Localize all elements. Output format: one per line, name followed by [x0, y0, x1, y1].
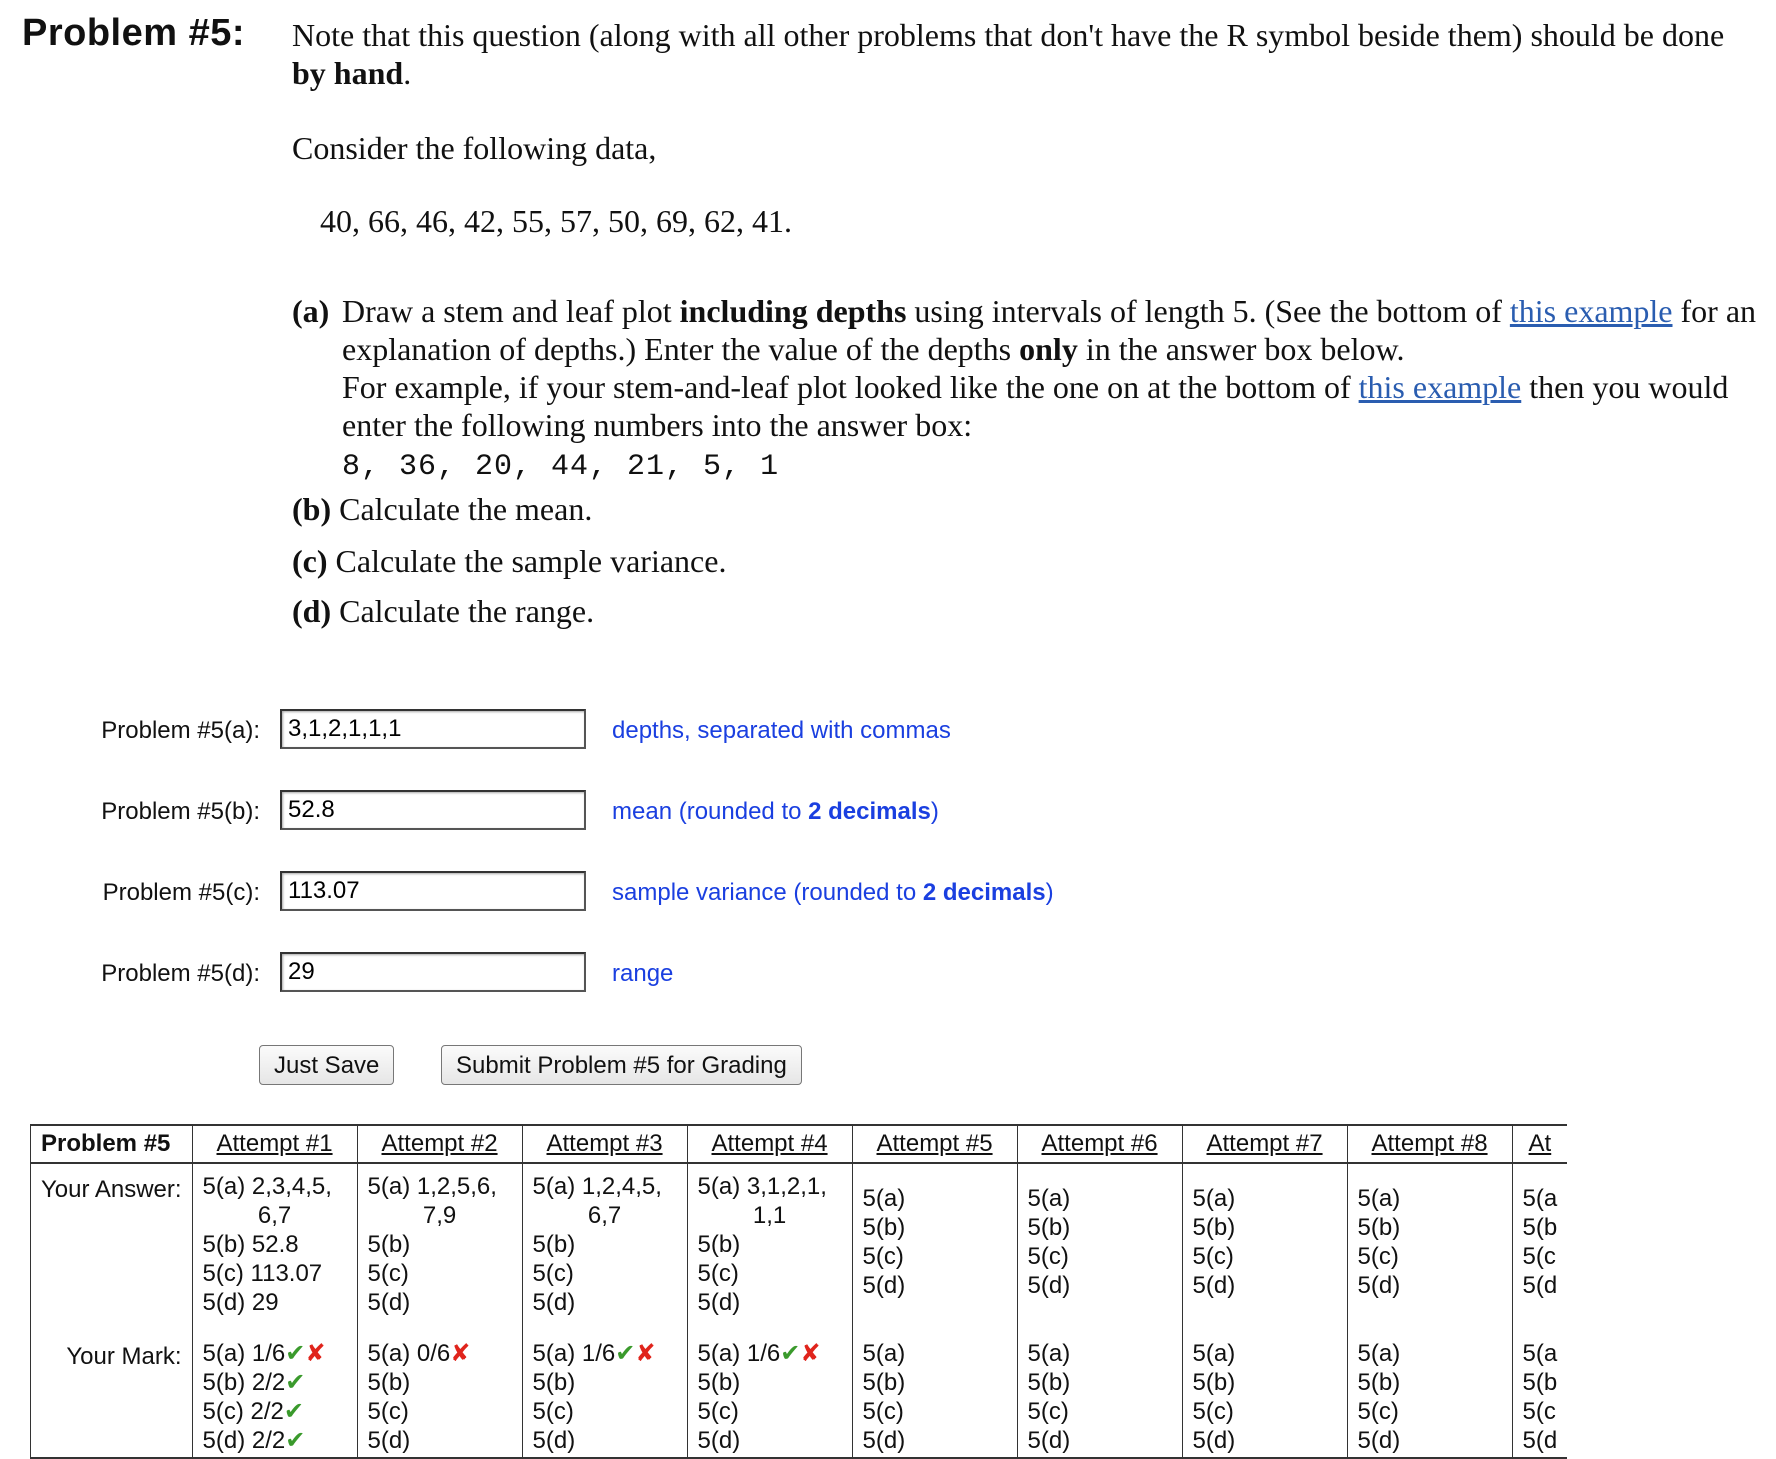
- answer-line: 5(a): [1357, 1185, 1401, 1212]
- attempt-link[interactable]: Attempt #7: [1206, 1130, 1323, 1157]
- mark-text: 5(a) 1/6: [532, 1340, 616, 1367]
- attempts-table: [30, 1124, 1567, 1459]
- attempt-link[interactable]: Attempt #1: [216, 1130, 333, 1157]
- mark-text: 5(d) 2/2: [202, 1427, 286, 1454]
- attempt-link[interactable]: Attempt #8: [1371, 1130, 1488, 1157]
- part-d-text: Calculate the range.: [339, 593, 595, 629]
- your-answer-label: Your Answer:: [31, 1163, 193, 1331]
- answer-hint: depths, separated with commas: [612, 717, 951, 744]
- mark-line: [1028, 1339, 1172, 1368]
- cross-icon: ✘: [635, 1340, 656, 1367]
- mark-text: 5(b): [1027, 1369, 1071, 1396]
- attempt-answer-cell: [1182, 1163, 1347, 1331]
- answer-line: 5(c): [697, 1260, 739, 1287]
- part-c: [292, 542, 726, 580]
- attempt-mark-cell: [1182, 1331, 1347, 1458]
- part-a-label: (a): [292, 293, 330, 329]
- attempt-header[interactable]: [192, 1125, 357, 1163]
- attempt-answer-cell: [522, 1163, 687, 1331]
- answer-line: 5(c: [1522, 1243, 1556, 1270]
- mark-text: 5(d): [532, 1427, 576, 1454]
- attempt-header[interactable]: [1182, 1125, 1347, 1163]
- answer-line: 5(d): [1027, 1272, 1071, 1299]
- cross-icon: ✘: [450, 1340, 471, 1367]
- mark-line: [368, 1368, 512, 1397]
- part-b-text: Calculate the mean.: [339, 491, 593, 527]
- mark-line: [863, 1426, 1007, 1455]
- consider-text: Consider the following data,: [292, 130, 657, 166]
- mark-text: 5(d): [1357, 1427, 1401, 1454]
- attempt-mark-cell: [1017, 1331, 1182, 1458]
- attempt-header[interactable]: [1347, 1125, 1512, 1163]
- attempt-mark-cell: [687, 1331, 852, 1458]
- answer-label: Problem #5(b):: [101, 798, 260, 825]
- answer-line: 5(d): [532, 1289, 576, 1316]
- mark-line: [203, 1339, 347, 1368]
- answer-line: 5(a): [862, 1185, 906, 1212]
- check-icon: ✔: [615, 1340, 636, 1367]
- attempt-mark-cell: [357, 1331, 522, 1458]
- answer-label: Problem #5(a):: [101, 717, 260, 744]
- mark-text: 5(c): [1192, 1398, 1234, 1425]
- answer-line: 5(a): [1027, 1185, 1071, 1212]
- mark-text: 5(b): [862, 1369, 906, 1396]
- example-link[interactable]: this example: [1358, 369, 1522, 405]
- mark-text: 5(b): [532, 1369, 576, 1396]
- answer-line: 5(b): [1192, 1214, 1236, 1241]
- answer-line: 5(c): [1357, 1243, 1399, 1270]
- mark-text: 5(d): [862, 1427, 906, 1454]
- attempt-answer-cell: [192, 1163, 357, 1331]
- part-a-text: for an explanation of depths.) Enter the value of the depths: [342, 293, 1757, 367]
- attempt-header[interactable]: [357, 1125, 522, 1163]
- attempt-answer-cell: [1017, 1163, 1182, 1331]
- submit-button[interactable]: Submit Problem #5 for Grading: [441, 1045, 802, 1085]
- attempt-header[interactable]: [852, 1125, 1017, 1163]
- answer-hint: range: [612, 960, 674, 987]
- mark-line: [1523, 1426, 1558, 1455]
- check-icon: ✔: [285, 1369, 306, 1396]
- answer-line: 5(c): [1027, 1243, 1069, 1270]
- mark-line: [1358, 1339, 1502, 1368]
- check-icon: ✔: [285, 1427, 306, 1454]
- part-a-body: [342, 292, 1762, 486]
- part-b: [292, 490, 592, 528]
- mark-text: 5(d): [1027, 1427, 1071, 1454]
- answer-line: 5(b) 52.8: [202, 1231, 299, 1258]
- answer-line: 5(b): [862, 1214, 906, 1241]
- part-d-label: (d): [292, 593, 332, 629]
- part-a-text: For example, if your stem-and-leaf plot looked like the one on at the bottom of: [342, 369, 1359, 405]
- part-c-text: Calculate the sample variance.: [335, 543, 727, 579]
- answer-line: 5(a) 1,2,4,5,: [532, 1173, 662, 1200]
- answer-line: 5(a) 3,1,2,1,: [697, 1173, 827, 1200]
- mark-line: [698, 1368, 842, 1397]
- mark-line: [1193, 1426, 1337, 1455]
- answer-line: 5(a) 1,2,5,6,: [367, 1173, 497, 1200]
- mark-line: [698, 1397, 842, 1426]
- mark-line: [203, 1397, 347, 1426]
- mark-text: 5(a): [1027, 1340, 1071, 1367]
- mark-text: 5(b) 2/2: [202, 1369, 286, 1396]
- answer-line: 6,7: [257, 1202, 292, 1229]
- mark-line: [1358, 1426, 1502, 1455]
- attempt-answer-cell: [1512, 1163, 1567, 1331]
- mark-text: 5(b): [697, 1369, 741, 1396]
- mark-text: 5(c): [697, 1398, 739, 1425]
- mark-text: 5(b): [1192, 1369, 1236, 1396]
- mark-text: 5(c): [862, 1398, 904, 1425]
- mark-text: 5(a) 1/6: [697, 1340, 781, 1367]
- answer-row-b: [0, 790, 1776, 834]
- answer-line: 7,9: [422, 1202, 457, 1229]
- mark-text: 5(a: [1522, 1340, 1558, 1367]
- answer-input-b[interactable]: [280, 790, 586, 830]
- attempt-answer-cell: [357, 1163, 522, 1331]
- attempt-mark-cell: [522, 1331, 687, 1458]
- intro-end: .: [403, 55, 412, 91]
- answer-line: 5(d): [862, 1272, 906, 1299]
- example-link[interactable]: this example: [1509, 293, 1673, 329]
- mark-text: 5(c): [1027, 1398, 1069, 1425]
- check-icon: ✔: [283, 1398, 305, 1425]
- part-c-label: (c): [292, 543, 328, 579]
- answer-row-c: [0, 871, 1776, 915]
- answer-line: 5(b): [1357, 1214, 1401, 1241]
- attempt-link[interactable]: Attempt #3: [546, 1130, 663, 1157]
- mark-line: [1193, 1339, 1337, 1368]
- just-save-button[interactable]: Just Save: [259, 1045, 394, 1085]
- answer-label: Problem #5(c):: [102, 879, 260, 906]
- answer-line: 5(a) 2,3,4,5,: [202, 1173, 332, 1200]
- answer-line: 5(c): [532, 1260, 574, 1287]
- intro-text: Note that this question (along with all other problems that don't have the R symbol beside them) should be done: [292, 17, 1725, 53]
- attempt-link[interactable]: At: [1528, 1130, 1552, 1157]
- answer-label: Problem #5(d):: [101, 960, 260, 987]
- attempt-header[interactable]: [522, 1125, 687, 1163]
- attempt-answer-cell: [1347, 1163, 1512, 1331]
- mark-text: 5(c): [532, 1398, 574, 1425]
- answer-hint: sample variance (rounded to 2 decimals): [612, 879, 1054, 906]
- cross-icon: ✘: [305, 1340, 326, 1367]
- answer-input-a[interactable]: [280, 709, 586, 749]
- mark-line: [368, 1339, 512, 1368]
- answer-line: 5(b): [1027, 1214, 1071, 1241]
- check-icon: ✔: [285, 1340, 306, 1367]
- answer-row-d: [0, 952, 1776, 996]
- problem-intro: [292, 16, 1762, 92]
- part-a-text: in the answer box below.: [1077, 331, 1405, 367]
- mark-line: [1523, 1339, 1558, 1368]
- mark-text: 5(b: [1522, 1369, 1558, 1396]
- cross-icon: ✘: [800, 1340, 821, 1367]
- answer-line: 5(c): [862, 1243, 904, 1270]
- mark-line: [533, 1368, 677, 1397]
- answer-line: 5(d): [697, 1289, 741, 1316]
- mark-line: [1358, 1397, 1502, 1426]
- attempt-header[interactable]: [687, 1125, 852, 1163]
- mark-line: [1523, 1368, 1558, 1397]
- mark-line: [368, 1397, 512, 1426]
- answer-line: 5(b): [697, 1231, 741, 1258]
- mark-line: [533, 1397, 677, 1426]
- mark-text: 5(c): [367, 1398, 409, 1425]
- mark-text: 5(c): [1357, 1398, 1399, 1425]
- part-d: [292, 592, 594, 630]
- attempt-answer-cell: [687, 1163, 852, 1331]
- answer-line: 5(d): [367, 1289, 411, 1316]
- answer-row-a: [0, 709, 1776, 753]
- attempt-mark-cell: [1512, 1331, 1567, 1458]
- mark-line: [1193, 1368, 1337, 1397]
- part-a-text: then you would enter the following numbers into the answer box:: [342, 369, 1729, 443]
- attempt-mark-cell: [852, 1331, 1017, 1458]
- mark-text: 5(a): [1192, 1340, 1236, 1367]
- answer-line: 5(a): [1192, 1185, 1236, 1212]
- mark-line: [863, 1368, 1007, 1397]
- mark-line: [203, 1426, 347, 1455]
- mark-line: [1193, 1397, 1337, 1426]
- mark-text: 5(b): [367, 1369, 411, 1396]
- your-mark-label: Your Mark:: [31, 1331, 193, 1458]
- answer-input-d[interactable]: [280, 952, 586, 992]
- attempt-mark-cell: [1347, 1331, 1512, 1458]
- attempt-link[interactable]: Attempt #5: [876, 1130, 993, 1157]
- answer-line: 5(d): [1192, 1272, 1236, 1299]
- answer-line: 5(c) 113.07: [202, 1260, 323, 1287]
- check-icon: ✔: [780, 1340, 801, 1367]
- mark-line: [533, 1339, 677, 1368]
- attempt-header[interactable]: [1017, 1125, 1182, 1163]
- mark-text: 5(d: [1522, 1427, 1558, 1454]
- answer-line: 5(b): [532, 1231, 576, 1258]
- answer-line: 5(d): [1357, 1272, 1401, 1299]
- answer-line: 5(d: [1522, 1272, 1558, 1299]
- part-b-label: (b): [292, 491, 332, 527]
- answer-line: 5(d) 29: [202, 1289, 279, 1316]
- mark-line: [1358, 1368, 1502, 1397]
- answer-input-c[interactable]: [280, 871, 586, 911]
- mark-line: [698, 1426, 842, 1455]
- mark-line: [203, 1368, 347, 1397]
- table-corner: Problem #5: [31, 1125, 193, 1163]
- mark-text: 5(d): [367, 1427, 411, 1454]
- mark-text: 5(c: [1522, 1398, 1556, 1425]
- answer-line: 6,7: [587, 1202, 622, 1229]
- mark-line: [698, 1339, 842, 1368]
- answer-line: 5(b: [1522, 1214, 1558, 1241]
- example-depths: 8, 36, 20, 44, 21, 5, 1: [342, 450, 780, 484]
- mark-text: 5(a) 0/6: [367, 1340, 451, 1367]
- part-a-text: using intervals of length 5. (See the bottom of: [906, 293, 1510, 329]
- attempt-link[interactable]: Attempt #2: [381, 1130, 498, 1157]
- attempt-mark-cell: [192, 1331, 357, 1458]
- mark-line: [368, 1426, 512, 1455]
- mark-text: 5(d): [1192, 1427, 1236, 1454]
- part-a-bold: only: [1019, 331, 1078, 367]
- mark-text: 5(b): [1357, 1369, 1401, 1396]
- part-a-bold: including depths: [679, 293, 907, 329]
- mark-line: [1028, 1368, 1172, 1397]
- attempt-answer-cell: [852, 1163, 1017, 1331]
- data-values: 40, 66, 46, 42, 55, 57, 50, 69, 62, 41.: [320, 203, 792, 239]
- mark-line: [1523, 1397, 1558, 1426]
- mark-text: 5(d): [697, 1427, 741, 1454]
- mark-text: 5(c) 2/2: [202, 1398, 284, 1425]
- answer-line: 5(c): [1192, 1243, 1234, 1270]
- mark-line: [1028, 1426, 1172, 1455]
- answer-line: 5(c): [367, 1260, 409, 1287]
- mark-line: [1028, 1397, 1172, 1426]
- problem-title: Problem #5:: [22, 12, 246, 54]
- mark-text: 5(a): [862, 1340, 906, 1367]
- mark-text: 5(a) 1/6: [202, 1340, 286, 1367]
- mark-line: [533, 1426, 677, 1455]
- answer-line: 1,1: [752, 1202, 787, 1229]
- answer-hint: mean (rounded to 2 decimals): [612, 798, 939, 825]
- answer-line: 5(b): [367, 1231, 411, 1258]
- part-a-text: Draw a stem and leaf plot: [342, 293, 680, 329]
- attempt-header[interactable]: [1512, 1125, 1567, 1163]
- mark-text: 5(a): [1357, 1340, 1401, 1367]
- mark-line: [863, 1339, 1007, 1368]
- attempt-link[interactable]: Attempt #4: [711, 1130, 828, 1157]
- attempt-link[interactable]: Attempt #6: [1041, 1130, 1158, 1157]
- mark-line: [863, 1397, 1007, 1426]
- answer-line: 5(a: [1522, 1185, 1558, 1212]
- intro-bold: by hand: [292, 55, 404, 91]
